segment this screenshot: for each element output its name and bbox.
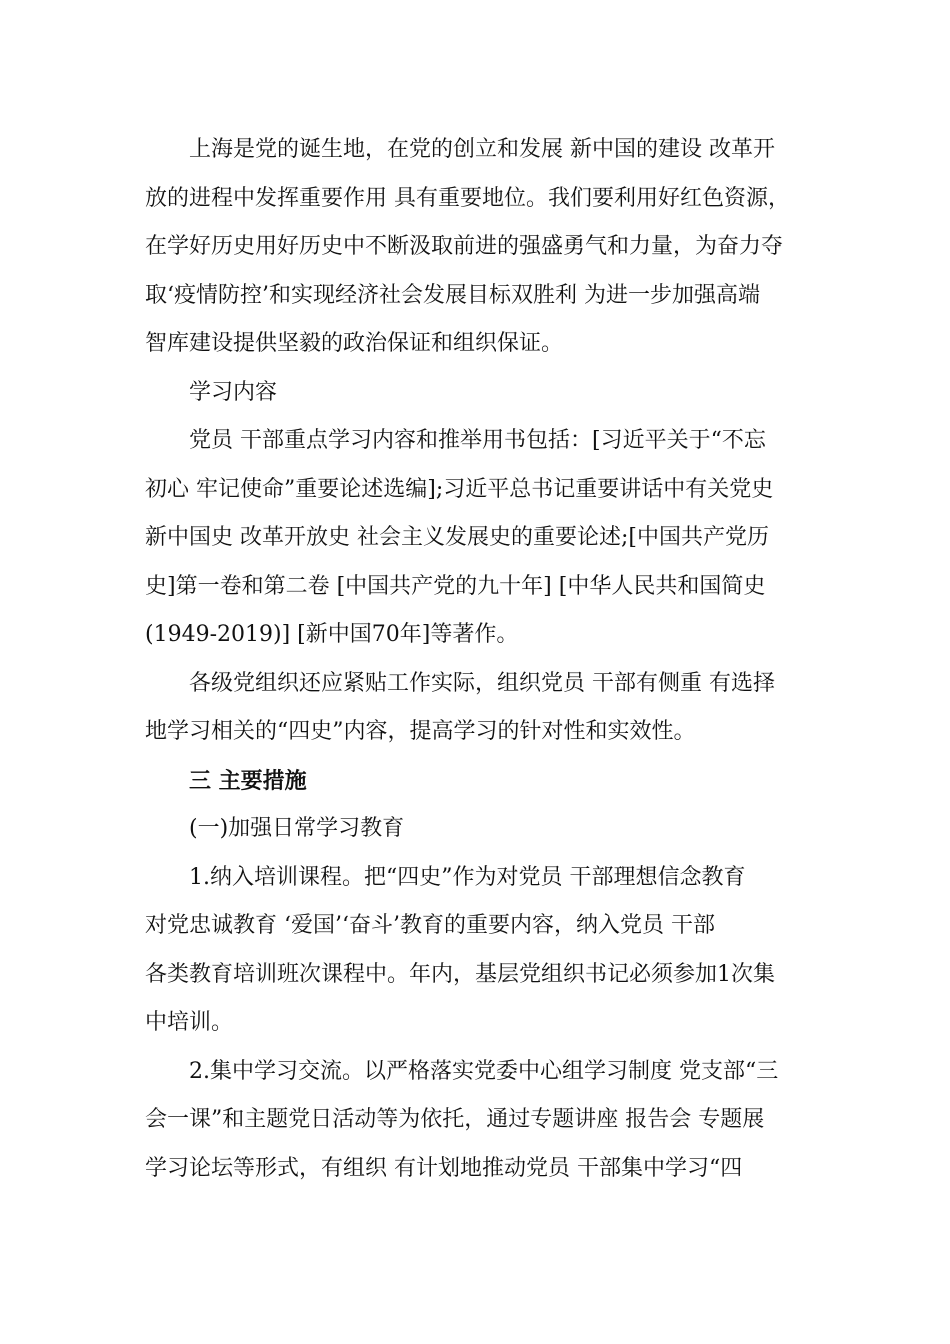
- text-line: 智库建设提供坚毅的政治保证和组织保证。: [145, 331, 564, 356]
- text-line: 各类教育培训班次课程中。年内，基层党组织书记必须参加1次集: [145, 961, 775, 987]
- text-line: 上海是党的诞生地，在党的创立和发展 新中国的建设 改革开: [189, 137, 775, 162]
- text-line: 各级党组织还应紧贴工作实际，组织党员 干部有侧重 有选择: [189, 670, 775, 696]
- text-line: 地学习相关的“四史”内容，提高学习的针对性和实效性。: [145, 719, 696, 744]
- subsection-heading: (一)加强日常学习教育: [189, 816, 405, 841]
- text-line: 1.纳入培训课程。把“四史”作为对党员 干部理想信念教育: [189, 864, 746, 890]
- document-body: [145, 126, 810, 1193]
- text-line: 会一课”和主题党日活动等为依托，通过专题讲座 报告会 专题展: [145, 1107, 765, 1132]
- section-heading-main-measures: 三 主要措施: [189, 767, 307, 794]
- text-line: 史]第一卷和第二卷 [中国共产党的九十年] [中华人民共和国简史: [145, 573, 766, 599]
- text-line: 2.集中学习交流。以严格落实党委中心组学习制度 党支部“三: [189, 1058, 779, 1084]
- text-line: 在学好历史用好历史中不断汲取前进的强盛勇气和力量，为奋力夺: [145, 234, 784, 259]
- text-line: 学习论坛等形式，有组织 有计划地推动党员 干部集中学习“四: [145, 1155, 743, 1181]
- text-line: 对党忠诚教育 ‘爱国’‘奋斗’教育的重要内容，纳入党员 干部: [145, 913, 715, 938]
- text-line: 党员 干部重点学习内容和推举用书包括：[习近平关于“不忘: [189, 428, 766, 453]
- text-line: 新中国史 改革开放史 社会主义发展史的重要论述;[中国共产党历: [145, 525, 769, 550]
- text-line: 初心 牢记使命”重要论述选编];习近平总书记重要讲话中有关党史: [145, 476, 774, 502]
- text-line: (1949-2019)] [新中国70年]等著作。: [145, 622, 519, 647]
- section-label-study-content: 学习内容: [189, 379, 278, 405]
- text-line: 放的进程中发挥重要作用 具有重要地位。我们要利用好红色资源，: [145, 185, 790, 211]
- text-line: 中培训。: [145, 1010, 234, 1035]
- text-line: 取‘疫情防控’和实现经济社会发展目标双胜利 为进一步加强高端: [145, 282, 760, 308]
